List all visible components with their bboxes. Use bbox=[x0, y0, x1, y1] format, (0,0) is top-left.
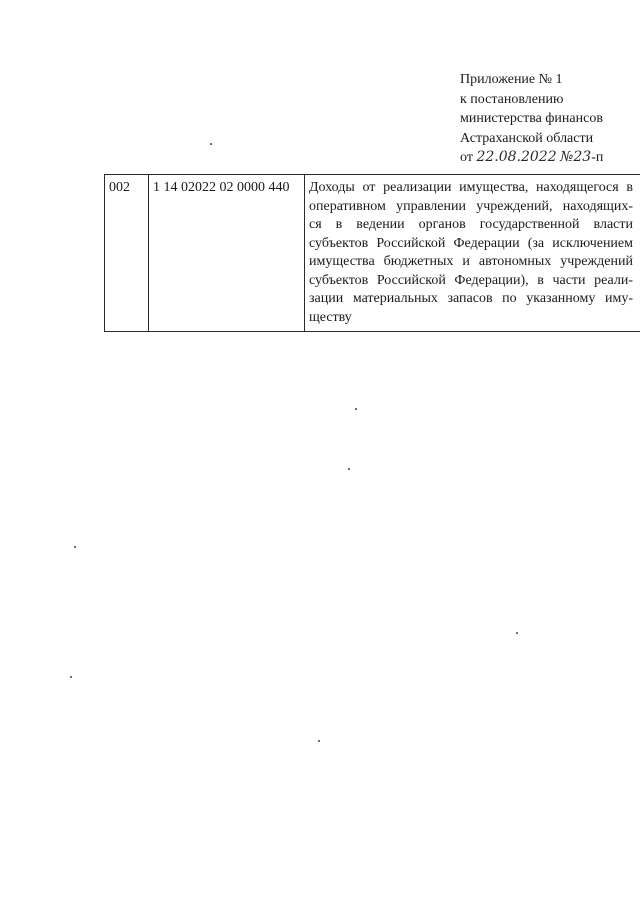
description-line: Доходы от реализации имущества, находящегося в bbox=[309, 180, 633, 195]
appendix-subtitle-line-2: министерства финансов bbox=[460, 111, 603, 126]
scan-speck bbox=[355, 408, 357, 410]
kbk-code-cell: 1 14 02022 02 0000 440 bbox=[149, 175, 305, 332]
revenue-table-container bbox=[104, 174, 640, 332]
appendix-header bbox=[460, 70, 638, 168]
appendix-title: Приложение № 1 bbox=[460, 72, 563, 87]
table-row bbox=[105, 175, 640, 332]
description-line: зации материальных запасов по указанному иму- bbox=[309, 291, 633, 306]
appendix-date-line bbox=[460, 148, 638, 168]
description-line: оперативном управлении учреждений, находящих- bbox=[309, 198, 633, 214]
handwritten-date: 22.08.2022 bbox=[476, 149, 557, 165]
appendix-subtitle-line-3: Астраханской области bbox=[460, 130, 594, 146]
description-line: ся в ведении органов государственной власти bbox=[309, 217, 633, 232]
scan-speck bbox=[74, 546, 76, 548]
description-line: субъектов Российской Федерации (за исключением bbox=[309, 235, 633, 251]
scan-speck bbox=[348, 468, 350, 470]
number-sign: № bbox=[560, 149, 574, 165]
handwritten-number: 23 bbox=[573, 149, 592, 165]
scan-speck bbox=[516, 632, 518, 634]
description-line: субъектов Российской Федерации), в части реали- bbox=[309, 272, 633, 288]
scan-speck bbox=[318, 740, 320, 742]
date-prefix: от bbox=[460, 150, 473, 165]
admin-code-cell: 002 bbox=[105, 175, 149, 332]
scan-speck bbox=[210, 143, 212, 145]
description-line: имущества бюджетных и автономных учреждений bbox=[309, 254, 633, 269]
description-cell bbox=[305, 175, 640, 332]
appendix-subtitle-line-1: к постановлению bbox=[460, 91, 564, 107]
number-suffix: -п bbox=[591, 150, 604, 165]
revenue-table bbox=[104, 174, 640, 332]
scan-speck bbox=[70, 676, 72, 678]
description-line: ществу bbox=[309, 309, 352, 325]
